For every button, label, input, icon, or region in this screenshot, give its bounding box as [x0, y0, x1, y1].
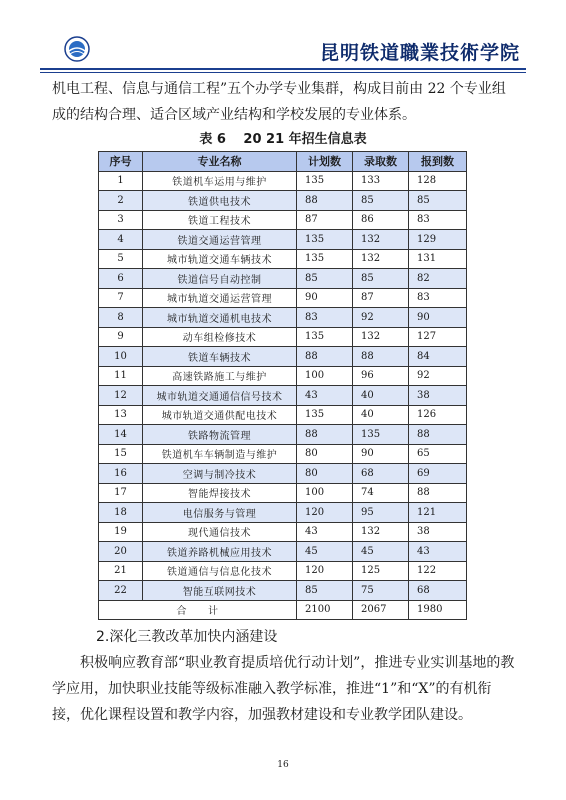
header-index: 序号	[99, 152, 143, 172]
row-index: 7	[99, 288, 143, 308]
plan-count: 80	[297, 444, 353, 464]
body-paragraph: 积极响应教育部“职业教育提质培优行动计划”，推进专业实训基地的教学应用，加快职业技能等级标准融入教学标准，推进“1”和“X”的有机衔接，优化课程设置和教学内容，加强教材建设和专业教学团队建设。	[52, 655, 515, 723]
table-row	[99, 308, 467, 328]
table-row	[99, 249, 467, 269]
row-index: 15	[99, 444, 143, 464]
major-name: 铁道车辆技术	[143, 347, 297, 367]
plan-count: 135	[297, 171, 353, 191]
report-count: 122	[409, 561, 467, 581]
table-row	[99, 230, 467, 250]
report-count: 38	[409, 386, 467, 406]
admit-count: 74	[353, 483, 409, 503]
table-caption: 表 6 20 21 年招生信息表	[199, 132, 367, 147]
admit-count: 125	[353, 561, 409, 581]
total-label: 合 计	[99, 600, 297, 620]
page-number: 16	[277, 760, 289, 770]
plan-count: 135	[297, 230, 353, 250]
row-index: 3	[99, 210, 143, 230]
report-count: 82	[409, 269, 467, 289]
plan-count: 88	[297, 425, 353, 445]
major-name: 城市轨道交通通信信号技术	[143, 386, 297, 406]
major-name: 铁道工程技术	[143, 210, 297, 230]
row-index: 8	[99, 308, 143, 328]
admit-count: 90	[353, 444, 409, 464]
table-total-row	[99, 600, 467, 620]
plan-count: 45	[297, 542, 353, 562]
table-row	[99, 269, 467, 289]
admit-count: 86	[353, 210, 409, 230]
report-count: 88	[409, 483, 467, 503]
plan-count: 120	[297, 561, 353, 581]
row-index: 12	[99, 386, 143, 406]
admit-count: 132	[353, 230, 409, 250]
admit-count: 92	[353, 308, 409, 328]
header-rule-thin	[40, 72, 526, 73]
school-name: 昆明铁道職業技術学院	[319, 42, 520, 64]
header-major: 专业名称	[143, 152, 297, 172]
report-count: 127	[409, 327, 467, 347]
row-index: 9	[99, 327, 143, 347]
row-index: 16	[99, 464, 143, 484]
admit-count: 135	[353, 425, 409, 445]
major-name: 城市轨道交通机电技术	[143, 308, 297, 328]
row-index: 11	[99, 366, 143, 386]
row-index: 20	[99, 542, 143, 562]
report-count: 68	[409, 581, 467, 601]
row-index: 18	[99, 503, 143, 523]
major-name: 铁道机车车辆制造与维护	[143, 444, 297, 464]
report-count: 69	[409, 464, 467, 484]
page-header	[40, 28, 526, 70]
table-row	[99, 405, 467, 425]
intro-paragraph: 机电工程、信息与通信工程”五个办学专业集群，构成目前由 22 个专业组成的结构合理、适合区域产业结构和学校发展的专业体系。	[52, 81, 506, 123]
row-index: 22	[99, 581, 143, 601]
header-rule-thick	[40, 68, 526, 70]
major-name: 智能互联网技术	[143, 581, 297, 601]
admit-count: 75	[353, 581, 409, 601]
plan-count: 135	[297, 249, 353, 269]
admit-count: 95	[353, 503, 409, 523]
major-name: 铁道信号自动控制	[143, 269, 297, 289]
plan-count: 90	[297, 288, 353, 308]
header-report: 报到数	[409, 152, 467, 172]
report-count: 126	[409, 405, 467, 425]
row-index: 4	[99, 230, 143, 250]
major-name: 空调与制冷技术	[143, 464, 297, 484]
major-name: 铁道通信与信息化技术	[143, 561, 297, 581]
report-count: 128	[409, 171, 467, 191]
table-row	[99, 444, 467, 464]
plan-count: 43	[297, 386, 353, 406]
major-name: 铁道供电技术	[143, 191, 297, 211]
table-row	[99, 464, 467, 484]
plan-count: 135	[297, 405, 353, 425]
major-name: 铁路物流管理	[143, 425, 297, 445]
plan-count: 87	[297, 210, 353, 230]
table-row	[99, 522, 467, 542]
school-logo-icon	[64, 36, 90, 62]
plan-count: 85	[297, 269, 353, 289]
plan-count: 85	[297, 581, 353, 601]
row-index: 13	[99, 405, 143, 425]
admit-count: 68	[353, 464, 409, 484]
row-index: 21	[99, 561, 143, 581]
report-count: 83	[409, 210, 467, 230]
major-name: 现代通信技术	[143, 522, 297, 542]
admit-count: 88	[353, 347, 409, 367]
report-count: 90	[409, 308, 467, 328]
table-row	[99, 171, 467, 191]
major-name: 智能焊接技术	[143, 483, 297, 503]
major-name: 电信服务与管理	[143, 503, 297, 523]
admit-count: 40	[353, 405, 409, 425]
plan-count: 83	[297, 308, 353, 328]
table-row	[99, 191, 467, 211]
report-count: 129	[409, 230, 467, 250]
report-count: 84	[409, 347, 467, 367]
row-index: 14	[99, 425, 143, 445]
admit-count: 45	[353, 542, 409, 562]
major-name: 高速铁路施工与维护	[143, 366, 297, 386]
row-index: 10	[99, 347, 143, 367]
total-plan: 2100	[297, 600, 353, 620]
major-name: 铁道养路机械应用技术	[143, 542, 297, 562]
plan-count: 88	[297, 347, 353, 367]
section-title: 2.深化三教改革加快内涵建设	[96, 629, 278, 645]
report-count: 83	[409, 288, 467, 308]
report-count: 65	[409, 444, 467, 464]
table-body	[99, 171, 467, 620]
major-name: 铁道机车运用与维护	[143, 171, 297, 191]
plan-count: 88	[297, 191, 353, 211]
table-row	[99, 327, 467, 347]
row-index: 5	[99, 249, 143, 269]
table-row	[99, 386, 467, 406]
admit-count: 132	[353, 327, 409, 347]
report-count: 92	[409, 366, 467, 386]
plan-count: 80	[297, 464, 353, 484]
table-row	[99, 581, 467, 601]
table-row	[99, 210, 467, 230]
report-count: 131	[409, 249, 467, 269]
total-report: 1980	[409, 600, 467, 620]
admit-count: 96	[353, 366, 409, 386]
table-row	[99, 425, 467, 445]
header-admit: 录取数	[353, 152, 409, 172]
plan-count: 100	[297, 366, 353, 386]
enrollment-table	[98, 151, 467, 620]
table-row	[99, 483, 467, 503]
table-row	[99, 288, 467, 308]
table-row	[99, 542, 467, 562]
report-count: 43	[409, 542, 467, 562]
major-name: 动车组检修技术	[143, 327, 297, 347]
row-index: 2	[99, 191, 143, 211]
major-name: 城市轨道交通运营管理	[143, 288, 297, 308]
table-row	[99, 366, 467, 386]
admit-count: 85	[353, 191, 409, 211]
row-index: 17	[99, 483, 143, 503]
row-index: 19	[99, 522, 143, 542]
report-count: 85	[409, 191, 467, 211]
plan-count: 120	[297, 503, 353, 523]
plan-count: 135	[297, 327, 353, 347]
admit-count: 132	[353, 249, 409, 269]
total-admit: 2067	[353, 600, 409, 620]
report-count: 88	[409, 425, 467, 445]
admit-count: 85	[353, 269, 409, 289]
admit-count: 133	[353, 171, 409, 191]
header-plan: 计划数	[297, 152, 353, 172]
major-name: 铁道交通运营管理	[143, 230, 297, 250]
plan-count: 100	[297, 483, 353, 503]
admit-count: 40	[353, 386, 409, 406]
row-index: 1	[99, 171, 143, 191]
row-index: 6	[99, 269, 143, 289]
report-count: 121	[409, 503, 467, 523]
major-name: 城市轨道交通车辆技术	[143, 249, 297, 269]
major-name: 城市轨道交通供配电技术	[143, 405, 297, 425]
table-row	[99, 503, 467, 523]
table-header-row	[99, 152, 467, 172]
admit-count: 87	[353, 288, 409, 308]
admit-count: 132	[353, 522, 409, 542]
plan-count: 43	[297, 522, 353, 542]
table-row	[99, 347, 467, 367]
report-count: 38	[409, 522, 467, 542]
table-row	[99, 561, 467, 581]
